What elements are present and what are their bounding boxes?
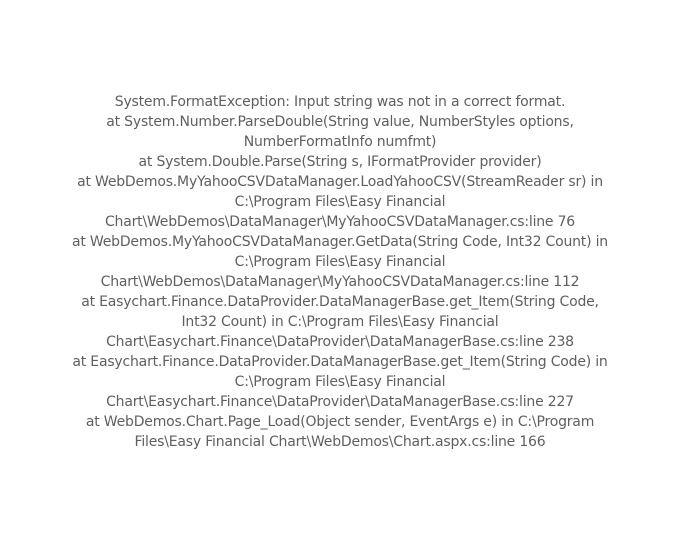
stack-trace-line: C:\Program Files\Easy Financial (234, 194, 446, 210)
stack-trace-exception-message: System.FormatException: Input string was not in a correct format. (114, 94, 566, 110)
stack-trace-line: NumberFormatInfo numfmt) (243, 134, 437, 150)
stack-trace-line: at WebDemos.MyYahooCSVDataManager.GetData(String Code, Int32 Count) in (72, 234, 608, 250)
stack-trace-line: at WebDemos.Chart.Page_Load(Object sender, EventArgs e) in C:\Program (85, 414, 595, 430)
stack-trace-line: Files\Easy Financial Chart\WebDemos\Chart.aspx.cs:line 166 (134, 434, 546, 450)
stack-trace-line: C:\Program Files\Easy Financial (234, 254, 446, 270)
stack-trace-line: at Easychart.Finance.DataProvider.DataManagerBase.get_Item(String Code, (81, 294, 599, 310)
stack-trace-line: at Easychart.Finance.DataProvider.DataManagerBase.get_Item(String Code) in (72, 354, 608, 370)
stack-trace-line: Chart\WebDemos\DataManager\MyYahooCSVDataManager.cs:line 112 (100, 274, 580, 290)
stack-trace-line: Chart\Easychart.Finance\DataProvider\DataManagerBase.cs:line 238 (106, 334, 574, 350)
stack-trace-line: Int32 Count) in C:\Program Files\Easy Financial (181, 314, 499, 330)
stack-trace (0, 92, 680, 452)
stack-trace-line: at System.Number.ParseDouble(String value, NumberStyles options, (106, 114, 574, 130)
stack-trace-line: Chart\Easychart.Finance\DataProvider\DataManagerBase.cs:line 227 (106, 394, 574, 410)
stack-trace-line: at System.Double.Parse(String s, IFormatProvider provider) (138, 154, 542, 170)
stack-trace-line: C:\Program Files\Easy Financial (234, 374, 446, 390)
stack-trace-line: Chart\WebDemos\DataManager\MyYahooCSVDataManager.cs:line 76 (104, 214, 576, 230)
stack-trace-line: at WebDemos.MyYahooCSVDataManager.LoadYahooCSV(StreamReader sr) in (77, 174, 603, 190)
